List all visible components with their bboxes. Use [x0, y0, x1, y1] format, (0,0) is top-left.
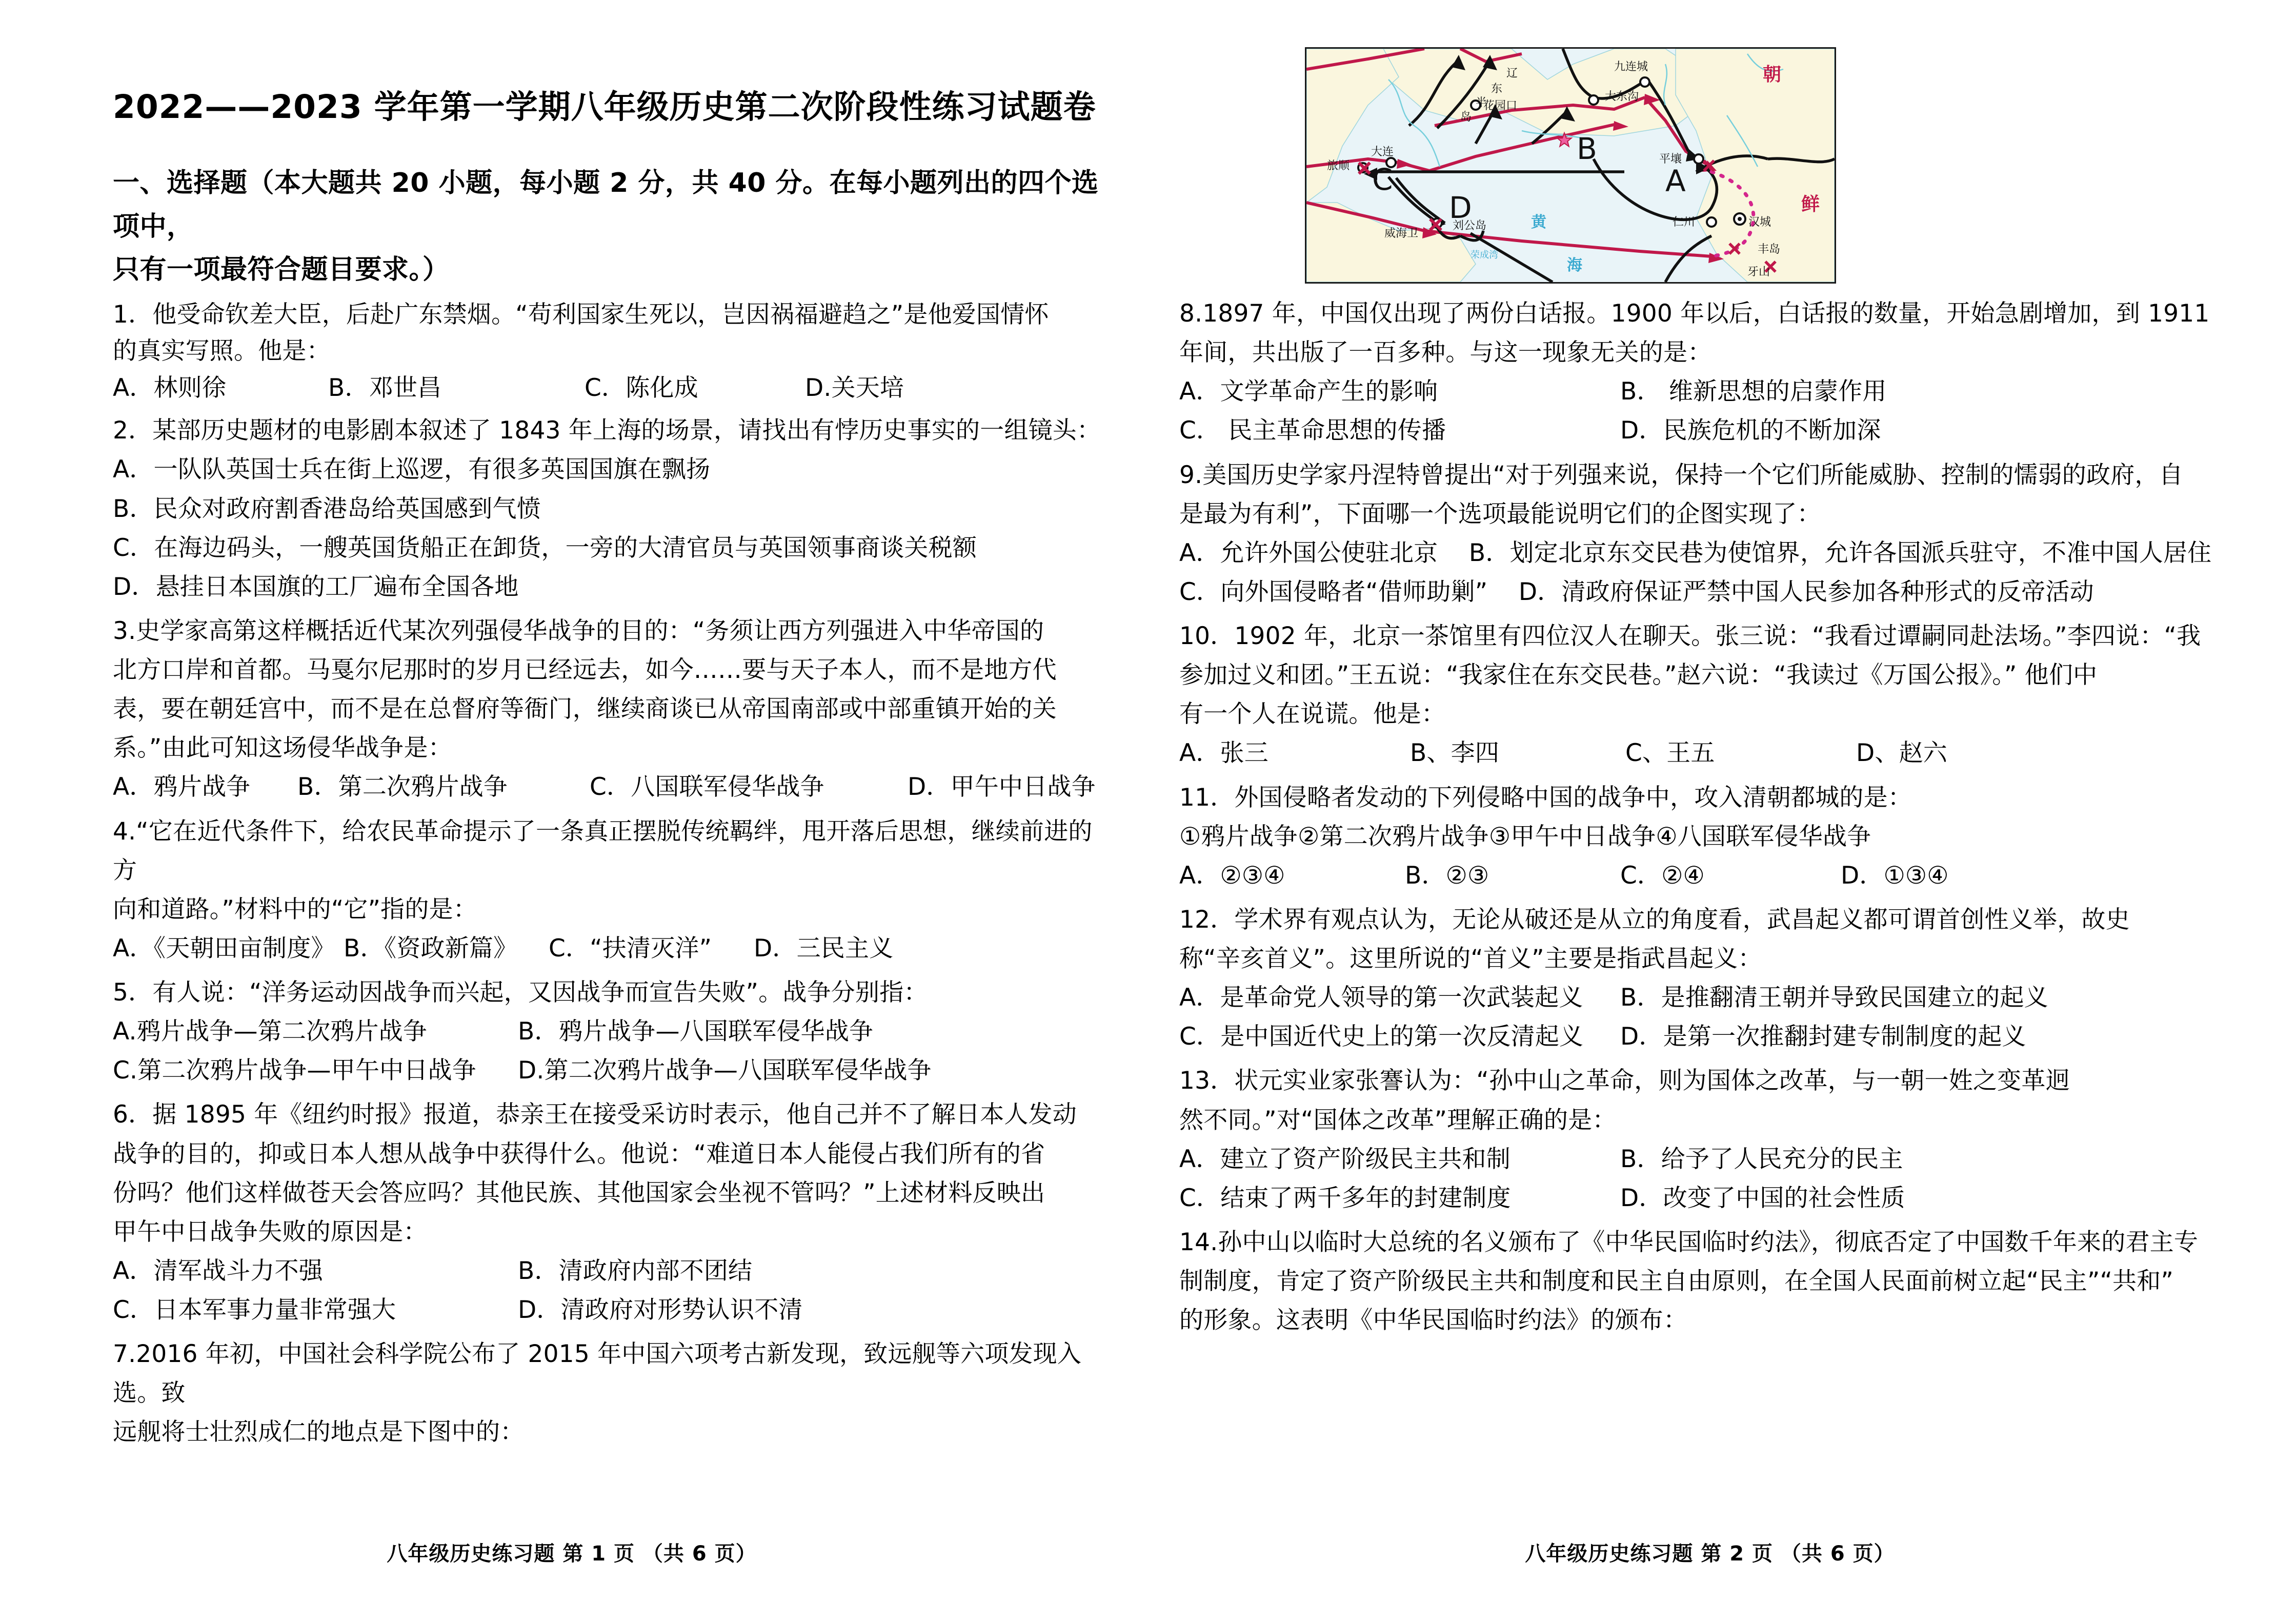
- question-1-option-c[interactable]: C．陈化成: [585, 373, 698, 402]
- question-2-option-a[interactable]: A．一队队英国士兵在街上巡逻，有很多英国国旗在飘扬: [113, 455, 711, 484]
- question-4-option-a[interactable]: A．《天朝田亩制度》: [113, 934, 335, 963]
- map-label-lvshun: 旅顺: [1327, 159, 1350, 172]
- left-column: [36, 23, 1107, 1622]
- question-4-option-c[interactable]: C．“扶清灭洋”: [549, 934, 712, 963]
- question-13-options-row-2: [1179, 1179, 2246, 1218]
- question-12-option-b[interactable]: B．是推翻清王朝并导致民国建立的起义: [1620, 984, 2048, 1012]
- question-11-option-d[interactable]: D．①③④: [1841, 861, 1949, 890]
- question-14-stem-line-2: 制制度，肯定了资产阶级民主共和制度和民主自由原则，在全国人民面前树立起“民主”“共和”: [1179, 1267, 2173, 1295]
- question-1-options: [113, 370, 1107, 406]
- question-11-option-c[interactable]: C．②④: [1620, 861, 1705, 890]
- question-8-option-b[interactable]: B． 维新思想的启蒙作用: [1620, 377, 1887, 406]
- question-5-option-c[interactable]: C.第二次鸦片战争—甲午中日战争: [113, 1056, 476, 1085]
- question-6-stem-line-2: 战争的目的，抑或日本人想从战争中获得什么。他说：“难道日本人能侵占我们所有的省: [113, 1139, 1045, 1168]
- map-label-ban: 半: [1476, 96, 1487, 109]
- question-13-option-c[interactable]: C．结束了两千多年的封建制度: [1179, 1184, 1511, 1212]
- map-label-jiuliancheng: 九连城: [1614, 61, 1648, 73]
- question-10-option-d[interactable]: D、赵六: [1856, 739, 1947, 768]
- question-4: [113, 812, 1107, 969]
- question-13-option-d[interactable]: D．改变了中国的社会性质: [1620, 1184, 1905, 1212]
- map-letter-D: D: [1449, 190, 1472, 225]
- question-3: [113, 612, 1107, 807]
- map-label-huayuankou: 花园口: [1483, 99, 1518, 112]
- section-heading-line-1: 一、选择题（本大题共 20 小题，每小题 2 分，共 40 分。在每小题列出的四个选项中，: [113, 168, 1099, 242]
- question-13: [1179, 1062, 2246, 1218]
- question-6-stem-line-1: 6．据 1895 年《纽约时报》报道，恭亲王在接受采访时表示，他自己并不了解日本人发动: [113, 1100, 1077, 1129]
- war-map-svg: [1306, 49, 1835, 282]
- question-6-options-row-1: [113, 1252, 1107, 1291]
- question-12-option-a[interactable]: A．是革命党人领导的第一次武装起义: [1179, 984, 1583, 1012]
- question-6-option-a[interactable]: A．清军战斗力不强: [113, 1256, 323, 1285]
- question-13-option-b[interactable]: B．给予了人民充分的民主: [1620, 1145, 1903, 1173]
- map-label-dadonggou: 大东沟: [1605, 90, 1639, 103]
- question-5-options-row-2: [113, 1051, 1107, 1090]
- question-5-option-b[interactable]: B．鸦片战争—八国联军侵华战争: [518, 1017, 874, 1046]
- question-5-options-row-1: [113, 1012, 1107, 1051]
- question-10-option-a[interactable]: A．张三: [1179, 739, 1268, 768]
- question-10: [1179, 617, 2246, 773]
- question-5-option-a[interactable]: A.鸦片战争—第二次鸦片战争: [113, 1017, 428, 1046]
- question-14-stem-line-1: 14.孙中山以临时大总统的名义颁布了《中华民国临时约法》，彻底否定了中国数千年来的君主专: [1179, 1228, 2199, 1256]
- question-6: [113, 1095, 1107, 1330]
- city-marker-jiuliancheng: [1640, 77, 1649, 87]
- map-label-yashan: 牙山: [1747, 266, 1770, 278]
- map-label-xian: 鲜: [1801, 194, 1820, 215]
- question-8-option-d[interactable]: D．民族危机的不断加深: [1620, 416, 1881, 445]
- question-11-stem-line-1: 11．外国侵略者发动的下列侵略中国的战争中，攻入清朝都城的是：: [1179, 783, 1912, 812]
- question-6-option-b[interactable]: B．清政府内部不团结: [518, 1256, 753, 1285]
- map-label-liao: 辽: [1506, 67, 1518, 80]
- question-13-stem-line-2: 然不同。”对“国体之改革”理解正确的是：: [1179, 1106, 1617, 1134]
- question-4-stem-line-2: 向和道路。”材料中的“它”指的是：: [113, 895, 477, 924]
- question-9-stem-line-1: 9.美国历史学家丹涅特曾提出“对于列强来说，保持一个它们所能威胁、控制的懦弱的政府，自: [1179, 460, 2183, 489]
- question-9-stem-line-2: 是最为有利”，下面哪一个选项最能说明它们的企图实现了：: [1179, 499, 1821, 528]
- question-5: [113, 973, 1107, 1090]
- map-letter-C: C: [1372, 162, 1393, 197]
- question-6-options-row-2: [113, 1291, 1107, 1330]
- question-8-options-row-1: [1179, 372, 2246, 411]
- question-5-stem: 5．有人说：“洋务运动因战争而兴起，又因战争而宣告失败”。战争分别指：: [113, 978, 928, 1007]
- question-10-stem-line-1: 10．1902 年，北京一茶馆里有四位汉人在聊天。张三说：“我看过谭嗣同赴法场。”李四说：“我: [1179, 622, 2201, 650]
- right-column: [1174, 23, 2246, 1622]
- question-1-stem-line-2: 的真实写照。他是：: [113, 337, 331, 366]
- city-marker-seoul-dot: [1738, 217, 1742, 221]
- question-11-option-a[interactable]: A．②③④: [1179, 861, 1285, 890]
- question-3-option-d[interactable]: D．甲午中日战争: [908, 773, 1096, 802]
- sino-japanese-war-map-figure: [1305, 47, 1836, 284]
- question-9-options-ab[interactable]: A．允许外国公使驻北京 B．划定北京东交民巷为使馆界，允许各国派兵驻守，不准中国人居住: [1179, 538, 2212, 567]
- question-2-option-b[interactable]: B．民众对政府割香港岛给英国感到气愤: [113, 494, 541, 523]
- footer-page-2: 八年级历史练习题 第 2 页 （共 6 页）: [1525, 1542, 1895, 1566]
- map-letter-A: A: [1665, 164, 1686, 198]
- question-10-option-b[interactable]: B、李四: [1410, 739, 1500, 768]
- question-13-stem-line-1: 13．状元实业家张謇认为：“孙中山之革命，则为国体之改革，与一朝一姓之变革迥: [1179, 1067, 2070, 1095]
- question-5-option-d[interactable]: D.第二次鸦片战争—八国联军侵华战争: [518, 1056, 932, 1085]
- question-7: [113, 1335, 1107, 1452]
- map-label-rongchengwan: 荣成湾: [1471, 250, 1498, 261]
- question-3-stem-line-3: 表，要在朝廷宫中，而不是在总督府等衙门，继续商谈已从帝国南部或中部重镇开始的关: [113, 695, 1057, 724]
- map-label-chao: 朝: [1763, 64, 1782, 85]
- question-9: [1179, 456, 2246, 612]
- question-6-option-c[interactable]: C．日本军事力量非常强大: [113, 1296, 396, 1325]
- question-11-stem-line-2: ①鸦片战争②第二次鸦片战争③甲午中日战争④八国联军侵华战争: [1179, 822, 1871, 851]
- city-marker-dadonggou: [1589, 95, 1598, 105]
- question-2-stem: 2．某部历史题材的电影剧本叙述了 1843 年上海的场景，请找出有悖历史事实的一组镜头：: [113, 416, 1101, 445]
- question-12-option-d[interactable]: D．是第一次推翻封建专制制度的起义: [1620, 1023, 2026, 1051]
- question-13-option-a[interactable]: A．建立了资产阶级民主共和制: [1179, 1145, 1510, 1173]
- question-9-options-cd[interactable]: C．向外国侵略者“借师助剿” D．清政府保证严禁中国人民参加各种形式的反帝活动: [1179, 577, 2094, 606]
- question-12-option-c[interactable]: C．是中国近代史上的第一次反清起义: [1179, 1023, 1584, 1051]
- question-4-option-b[interactable]: B．《资政新篇》: [344, 934, 518, 963]
- map-label-dalian: 大连: [1371, 146, 1394, 158]
- question-2-option-d[interactable]: D．悬挂日本国旗的工厂遍布全国各地: [113, 572, 519, 601]
- question-10-stem-line-2: 参加过义和团。”王五说：“我家住在东交民巷。”赵六说：“我读过《万国公报》。” 他们中: [1179, 661, 2098, 690]
- question-3-stem-line-4: 系。”由此可知这场侵华战争是：: [113, 734, 452, 763]
- map-label-incheon: 仁川: [1673, 216, 1696, 229]
- map-label-liugongdao: 刘公岛: [1453, 219, 1487, 232]
- question-12-stem-line-1: 12．学术界有观点认为，无论从破还是从立的角度看，武昌起义都可谓首创性义举，故史: [1179, 905, 2130, 934]
- question-14-stem-line-3: 的形象。这表明《中华民国临时约法》的颁布：: [1179, 1306, 1688, 1335]
- question-11-option-b[interactable]: B．②③: [1405, 861, 1489, 890]
- question-12: [1179, 900, 2246, 1057]
- question-2: [113, 411, 1107, 607]
- question-1-option-d[interactable]: D.关天培: [805, 373, 904, 402]
- map-label-hai: 海: [1567, 256, 1582, 274]
- map-letter-B: B: [1577, 131, 1597, 166]
- section-heading: [113, 162, 1107, 291]
- question-6-option-d[interactable]: D．清政府对形势认识不清: [518, 1296, 803, 1325]
- question-4-stem-line-1: 4.“它在近代条件下，给农民革命提示了一条真正摆脱传统羁绊，甩开落后思想，继续前进的方: [113, 817, 1093, 885]
- question-1-stem-line-1: 1．他受命钦差大臣，后赴广东禁烟。“苟利国家生死以，岂因祸福避趋之”是他爱国情怀: [113, 301, 1049, 329]
- question-8-option-a[interactable]: A．文学革命产生的影响: [1179, 377, 1438, 406]
- question-1-option-a[interactable]: A．林则徐: [113, 373, 227, 402]
- question-12-stem-line-2: 称“辛亥首义”。这里所说的“首义”主要是指武昌起义：: [1179, 945, 1762, 973]
- page-title: 2022——2023 学年第一学期八年级历史第二次阶段性练习试题卷: [113, 88, 1096, 126]
- question-14: [1179, 1223, 2246, 1340]
- question-8: [1179, 294, 2246, 451]
- question-10-options: [1179, 734, 2246, 773]
- footer-page-1: 八年级历史练习题 第 1 页 （共 6 页）: [387, 1542, 757, 1566]
- question-2-option-c[interactable]: C．在海边码头，一艘英国货船正在卸货，一旁的大清官员与英国领事商谈关税额: [113, 533, 977, 562]
- question-1: [113, 296, 1107, 406]
- question-8-option-c[interactable]: C． 民主革命思想的传播: [1179, 416, 1446, 445]
- question-7-stem-line-1: 7.2016 年初，中国社会科学院公布了 2015 年中国六项考古新发现，致远舰等六项发现入选。致: [113, 1340, 1082, 1408]
- question-11-options: [1179, 856, 2246, 895]
- question-12-options-row-2: [1179, 1017, 2246, 1056]
- question-8-stem-line-2: 年间，共出版了一百多种。与这一现象无关的是：: [1179, 338, 1712, 367]
- map-label-pyongyang: 平壤: [1659, 153, 1682, 166]
- question-3-options: [113, 768, 1107, 807]
- question-11: [1179, 778, 2246, 895]
- question-12-options-row-1: [1179, 978, 2246, 1017]
- city-marker-incheon: [1707, 217, 1716, 227]
- question-8-options-row-2: [1179, 411, 2246, 450]
- question-6-stem-line-3: 份吗？他们这样做苍天会答应吗？其他民族、其他国家会坐视不管吗？”上述材料反映出: [113, 1178, 1045, 1207]
- map-label-seoul: 汉城: [1748, 216, 1771, 229]
- question-8-stem-line-1: 8.1897 年，中国仅出现了两份白话报。1900 年以后，白话报的数量，开始急剧增加，到 1911: [1179, 299, 2210, 328]
- question-7-stem-line-2: 远舰将士壮烈成仁的地点是下图中的：: [113, 1418, 525, 1447]
- map-label-dong: 东: [1491, 83, 1503, 95]
- map-label-weihaiwei: 威海卫: [1384, 227, 1419, 240]
- question-3-stem-line-1: 3.史学家高第这样概括近代某次列强侵华战争的目的：“务须让西方列强进入中华帝国的: [113, 616, 1044, 645]
- map-label-huang: 黄: [1531, 213, 1546, 231]
- question-3-option-b[interactable]: B．第二次鸦片战争: [297, 773, 508, 802]
- question-6-stem-line-4: 甲午中日战争失败的原因是：: [113, 1217, 428, 1246]
- section-heading-line-2: 只有一项最符合题目要求。）: [113, 254, 450, 285]
- question-3-stem-line-2: 北方口岸和首都。马戛尔尼那时的岁月已经远去，如今……要与天子本人，而不是地方代: [113, 656, 1057, 685]
- question-10-option-c[interactable]: C、王五: [1625, 739, 1715, 768]
- map-label-dao: 岛: [1460, 111, 1472, 124]
- question-4-options: [113, 929, 1107, 968]
- question-3-option-a[interactable]: A．鸦片战争: [113, 773, 251, 802]
- map-label-fengdao: 丰岛: [1758, 243, 1781, 256]
- question-13-options-row-1: [1179, 1140, 2246, 1179]
- question-3-option-c[interactable]: C．八国联军侵华战争: [590, 773, 824, 802]
- question-1-option-b[interactable]: B．邓世昌: [328, 373, 442, 402]
- city-marker-pyongyang: [1694, 154, 1703, 164]
- question-10-stem-line-3: 有一个人在说谎。他是：: [1179, 700, 1446, 729]
- question-4-option-d[interactable]: D．三民主义: [754, 934, 894, 963]
